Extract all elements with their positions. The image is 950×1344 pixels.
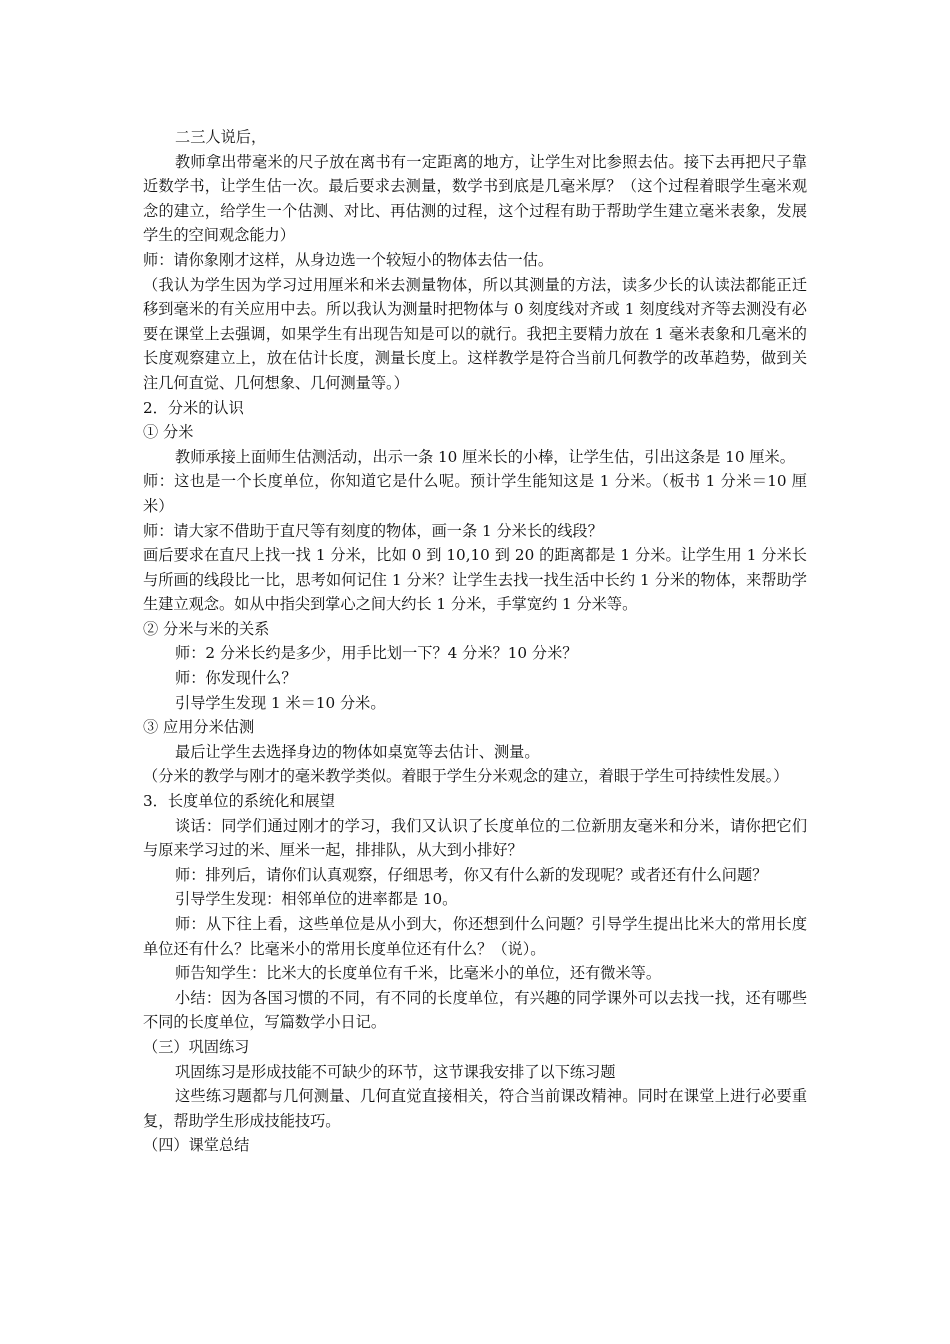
paragraph: 教师承接上面师生估测活动，出示一条 10 厘米长的小棒，让学生估，引出这条是 10 厘米。 (175, 447, 795, 466)
document-body (143, 125, 807, 1158)
paragraph: 巩固练习是形成技能不可缺少的环节，这节课我安排了以下练习题 (175, 1062, 616, 1081)
paragraph: 师告知学生：比米大的长度单位有千米，比毫米小的单位，还有微米等。 (175, 964, 661, 983)
paragraph: 师：请你象刚才这样，从身边选一个较短小的物体去估一估。 (143, 250, 554, 269)
section-heading: （三）巩固练习 (143, 1037, 250, 1056)
paragraph: 师：排列后，请你们认真观察，仔细思考，你又有什么新的发现呢？或者还有什么问题？ (175, 865, 768, 884)
paragraph: 师：从下往上看，这些单位是从小到大，你还想到什么问题？引导学生提出比米大的常用长度单位还有什么？比毫米小的常用长度单位还有什么？（说）。 (143, 915, 807, 958)
subsection-heading: ③ 应用分米估测 (143, 718, 255, 737)
paragraph: （我认为学生因为学习过用厘米和米去测量物体，所以其测量的方法，读多少长的认读法都能正迁移到毫米的有关应用中去。所以我认为测量时把物体与 0 刻度线对齐或 1 刻度线对齐等去测没有必要在课堂上去强调，如果学生有出现告知是可以的就行。我把主要精力放在 1 毫米表象和几毫米的长度观察建立上，放在估计长度，测量长度上。这样教学是符合当前几何教学的改革趋势，做到关注几何直觉、几何想象、几何测量等。） (143, 275, 807, 392)
subsection-heading: ② 分米与米的关系 (143, 619, 270, 638)
paragraph: 二三人说后， (175, 128, 267, 146)
paragraph: 师：你发现什么？ (175, 669, 297, 688)
paragraph: 师：这也是一个长度单位，你知道它是什么呢。预计学生能知这是 1 分米。（板书 1 分米＝10 厘米） (143, 472, 807, 515)
paragraph: 小结：因为各国习惯的不同，有不同的长度单位，有兴趣的同学课外可以去找一找，还有哪些不同的长度单位，写篇数学小日记。 (143, 988, 807, 1032)
paragraph: 最后让学生去选择身边的物体如桌宽等去估计、测量。 (175, 742, 540, 761)
paragraph: 这些练习题都与几何测量、几何直觉直接相关，符合当前课改精神。同时在课堂上进行必要重复，帮助学生形成技能技巧。 (143, 1087, 807, 1130)
section-heading: 3．长度单位的系统化和展望 (143, 792, 335, 811)
section-heading: （四）课堂总结 (143, 1136, 250, 1155)
paragraph: 师：请大家不借助于直尺等有刻度的物体，画一条 1 分米长的线段？ (143, 521, 603, 540)
paragraph: 谈话：同学们通过刚才的学习，我们又认识了长度单位的二位新朋友毫米和分米，请你把它们与原来学习过的米、厘米一起，排排队，从大到小排好？ (143, 816, 807, 860)
paragraph: 画后要求在直尺上找一找 1 分米，比如 0 到 10,10 到 20 的距离都是 1 分米。让学生用 1 分米长与所画的线段比一比，思考如何记住 1 分米？让学生去找一找生活中长约 1 分米的物体，来帮助学生建立观念。如从中指尖到掌心之间大约长 1 分米，手掌宽约 1 分米等。 (143, 546, 807, 614)
paragraph: 引导学生发现：相邻单位的进率都是 10。 (175, 890, 458, 909)
subsection-heading: ① 分米 (143, 423, 194, 442)
paragraph: 师：2 分米长约是多少，用手比划一下？4 分米？10 分米？ (175, 644, 578, 663)
paragraph: 教师拿出带毫米的尺子放在离书有一定距离的地方，让学生对比参照去估。接下去再把尺子靠近数学书，让学生估一次。最后要求去测量，数学书到底是几毫米厚？（这个过程着眼学生毫米观念的建立，给学生一个估测、对比、再估测的过程，这个过程有助于帮助学生建立毫米表象，发展学生的空间观念能力） (143, 152, 807, 245)
section-heading: 2．分米的认识 (143, 398, 244, 417)
paragraph: 引导学生发现 1 米＝10 分米。 (175, 693, 386, 712)
paragraph: （分米的教学与刚才的毫米教学类似。着眼于学生分米观念的建立，着眼于学生可持续性发展。） (143, 767, 789, 786)
